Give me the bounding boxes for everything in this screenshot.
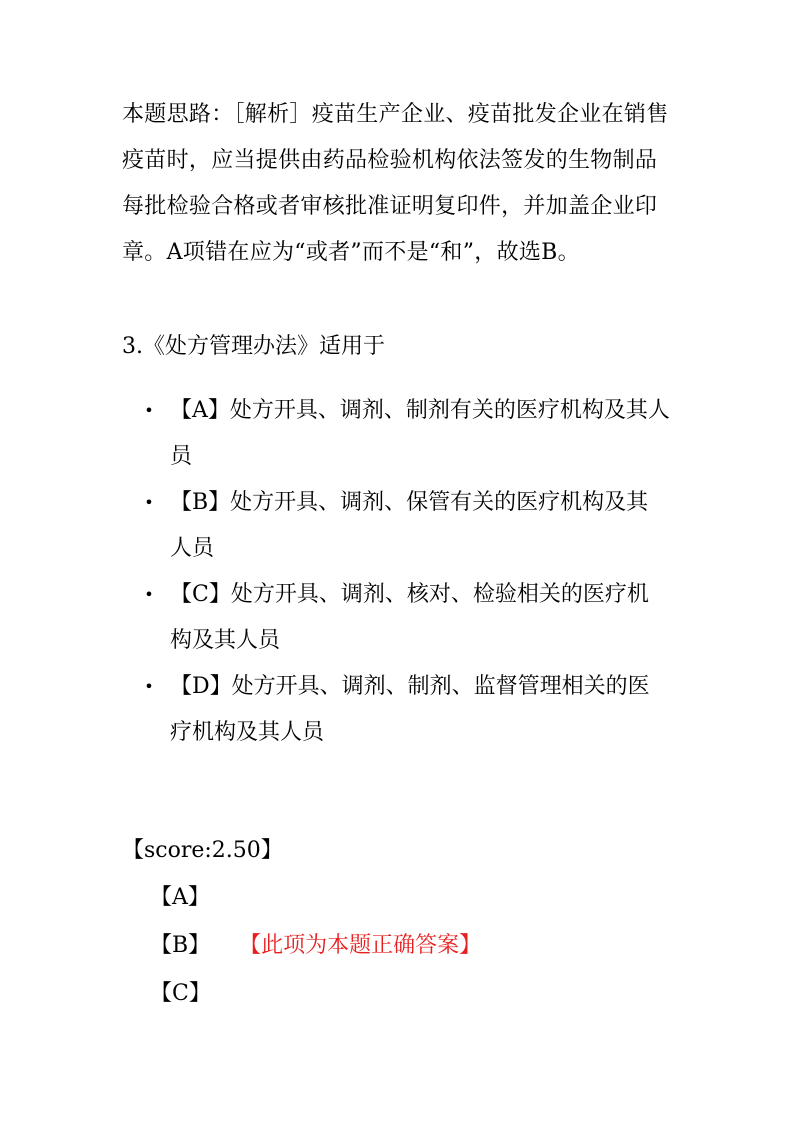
answer-c: [150, 970, 481, 1018]
option-b-text: 【B】处方开具、调剂、保管有关的医疗机构及其人员: [170, 490, 649, 561]
bullet-icon: •: [144, 493, 154, 512]
option-d-text: 【D】处方开具、调剂、制剂、监督管理相关的医疗机构及其人员: [170, 674, 650, 745]
answers-list: [150, 874, 481, 1018]
question-text: 3.《处方管理办法》适用于: [122, 334, 385, 359]
bullet-icon: •: [144, 585, 154, 604]
answer-b: [150, 922, 481, 970]
correct-answer-note: 【此项为本题正确答案】: [250, 933, 482, 958]
option-d: [122, 664, 670, 756]
answer-a-label: 【A】: [150, 885, 210, 910]
answer-c-label: 【C】: [150, 981, 211, 1006]
option-b: [122, 480, 670, 572]
explanation-paragraph: 本题思路：［解析］疫苗生产企业、疫苗批发企业在销售疫苗时，应当提供由药品检验机构依法签发的生物制品每批检验合格或者审核批准证明复印件，并加盖企业印章。A项错在应为“或者”而不是“和”，故选B。: [122, 102, 669, 265]
bullet-icon: •: [144, 401, 154, 420]
option-c-text: 【C】处方开具、调剂、核对、检验相关的医疗机构及其人员: [170, 582, 649, 653]
option-a: [122, 388, 670, 480]
answer-a: [150, 874, 481, 922]
option-c: [122, 572, 670, 664]
answer-b-label: 【B】: [150, 933, 211, 958]
options-list: [122, 388, 682, 756]
option-a-text: 【A】处方开具、调剂、制剂有关的医疗机构及其人员: [170, 398, 670, 469]
bullet-icon: •: [144, 677, 154, 696]
score-label: 【score:2.50】: [122, 838, 283, 863]
